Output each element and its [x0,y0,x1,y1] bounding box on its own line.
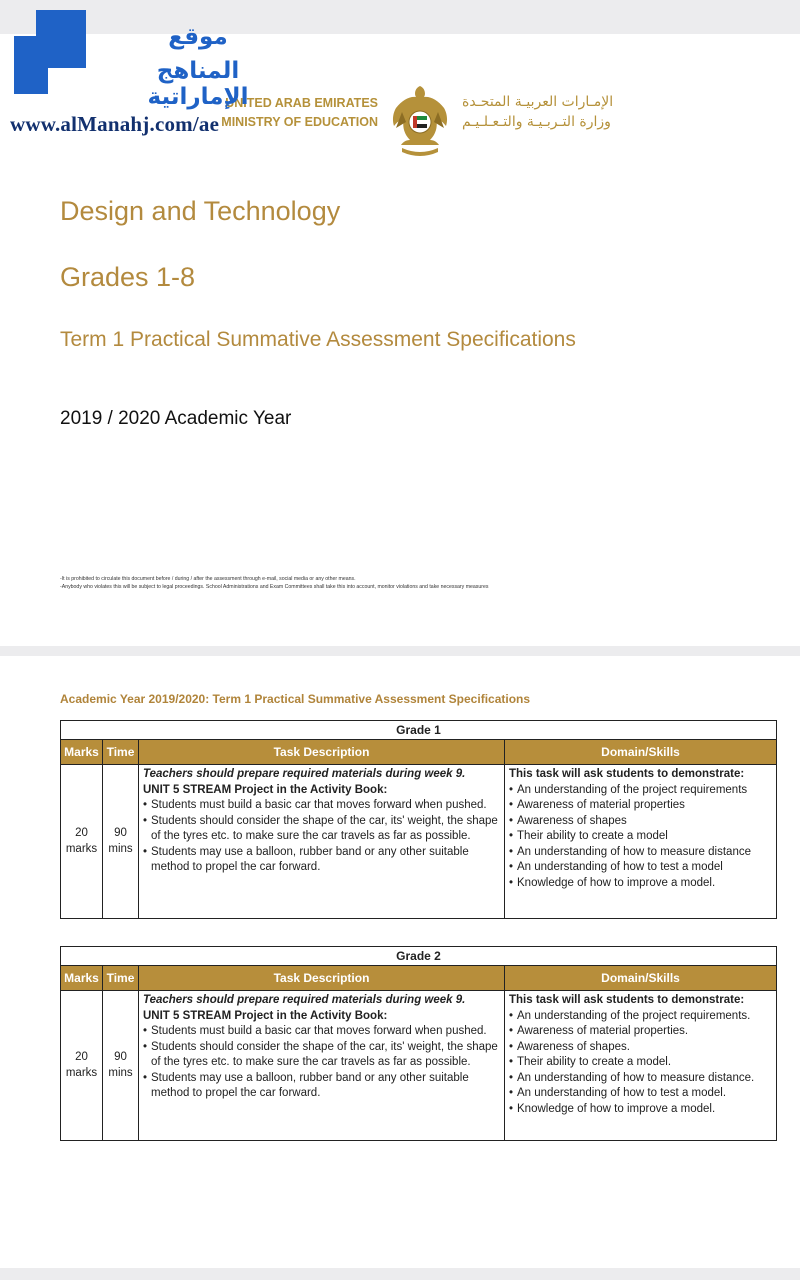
col-marks: Marks [61,966,103,991]
grade1-task-unit: UNIT 5 STREAM Project in the Activity Book: [143,783,388,796]
ministry-en-line2: MINISTRY OF EDUCATION [221,115,378,129]
grade2-task-lead: Teachers should prepare required materials during week 9. [143,994,466,1006]
list-item: • Students may use a balloon, rubber band or any other suitable method to propel the car forward. [143,845,500,876]
col-skills: Domain/Skills [505,966,777,991]
watermark-site-name: المناهج الإماراتية [147,58,249,110]
spec-title: Term 1 Practical Summative Assessment Specifications [60,328,576,351]
list-item: • Their ability to create a model [509,829,772,845]
list-item: • An understanding of how to measure distance [509,845,772,861]
grade2-skills-lead: This task will ask students to demonstrate: [509,994,745,1006]
grade1-marks: 20 marks [61,765,103,919]
logo-block-right [36,10,86,68]
academic-year: 2019 / 2020 Academic Year [60,408,292,429]
grade1-skills [505,765,777,919]
watermark-site-word: موقع [168,24,228,50]
grade2-skills [505,991,777,1141]
grade1-skills-lead: This task will ask students to demonstrate: [509,768,745,780]
subject-title: Design and Technology [60,196,341,226]
col-time: Time [103,966,139,991]
grade1-task-lead: Teachers should prepare required materials during week 9. [143,768,466,780]
grade2-table [60,946,777,1141]
grade2-marks: 20 marks [61,991,103,1141]
col-task: Task Description [139,740,505,765]
list-item: • An understanding of how to measure distance. [509,1071,772,1087]
uae-emblem-icon [388,82,452,158]
watermark-url[interactable]: www.alManahj.com/ae [10,112,220,136]
list-item: • Knowledge of how to improve a model. [509,876,772,892]
ministry-en-line1: UNITED ARAB EMIRATES [225,96,378,110]
list-item: • Students should consider the shape of the car, its' weight, the shape of the tyres etc. to make sure the car travels as far as possible. [143,1040,500,1071]
list-item: • Knowledge of how to improve a model. [509,1102,772,1118]
notice-line2: -Anybody who violates this will be subject to legal proceedings. School Administrations and Exam Committees shall take this into account, monitor violations and take necessary measures [60,584,489,590]
list-item: • Students may use a balloon, rubber band or any other suitable method to propel the car forward. [143,1071,500,1102]
grade1-title: Grade 1 [61,721,777,740]
list-item: • Awareness of material properties. [509,1024,772,1040]
list-item: • Students must build a basic car that moves forward when pushed. [143,1024,500,1040]
grade2-title: Grade 2 [61,947,777,966]
col-time: Time [103,740,139,765]
col-marks: Marks [61,740,103,765]
grades-title: Grades 1-8 [60,262,196,292]
notice-line1: -It is prohibited to circulate this document before / during / after the assessment through e-mail, social media or any other means. [60,576,356,582]
list-item: • An understanding of the project requirements [509,783,772,799]
grade2-task-unit: UNIT 5 STREAM Project in the Activity Book: [143,1009,388,1022]
col-task: Task Description [139,966,505,991]
grade1-table [60,720,777,919]
list-item: • Awareness of shapes [509,814,772,830]
list-item: • An understanding of how to test a model [509,860,772,876]
grade1-task [139,765,505,919]
list-item: • An understanding of how to test a model. [509,1086,772,1102]
grade2-task [139,991,505,1141]
list-item: • An understanding of the project requirements. [509,1009,772,1025]
spec-page-header: Academic Year 2019/2020: Term 1 Practical Summative Assessment Specifications [60,692,531,706]
list-item: • Awareness of shapes. [509,1040,772,1056]
grade1-time: 90 mins [103,765,139,919]
list-item: • Students should consider the shape of the car, its' weight, the shape of the tyres etc. to make sure the car travels as far as possible. [143,814,500,845]
ministry-ar-line2: وزارة التـربـيـة والتـعـلـيـم [462,114,611,130]
list-item: • Their ability to create a model. [509,1055,772,1071]
spec-page [0,656,800,1268]
col-skills: Domain/Skills [505,740,777,765]
ministry-ar-line1: الإمـارات العربيـة المتحـدة [462,94,614,110]
list-item: • Awareness of material properties [509,798,772,814]
grade2-time: 90 mins [103,991,139,1141]
list-item: • Students must build a basic car that moves forward when pushed. [143,798,500,814]
